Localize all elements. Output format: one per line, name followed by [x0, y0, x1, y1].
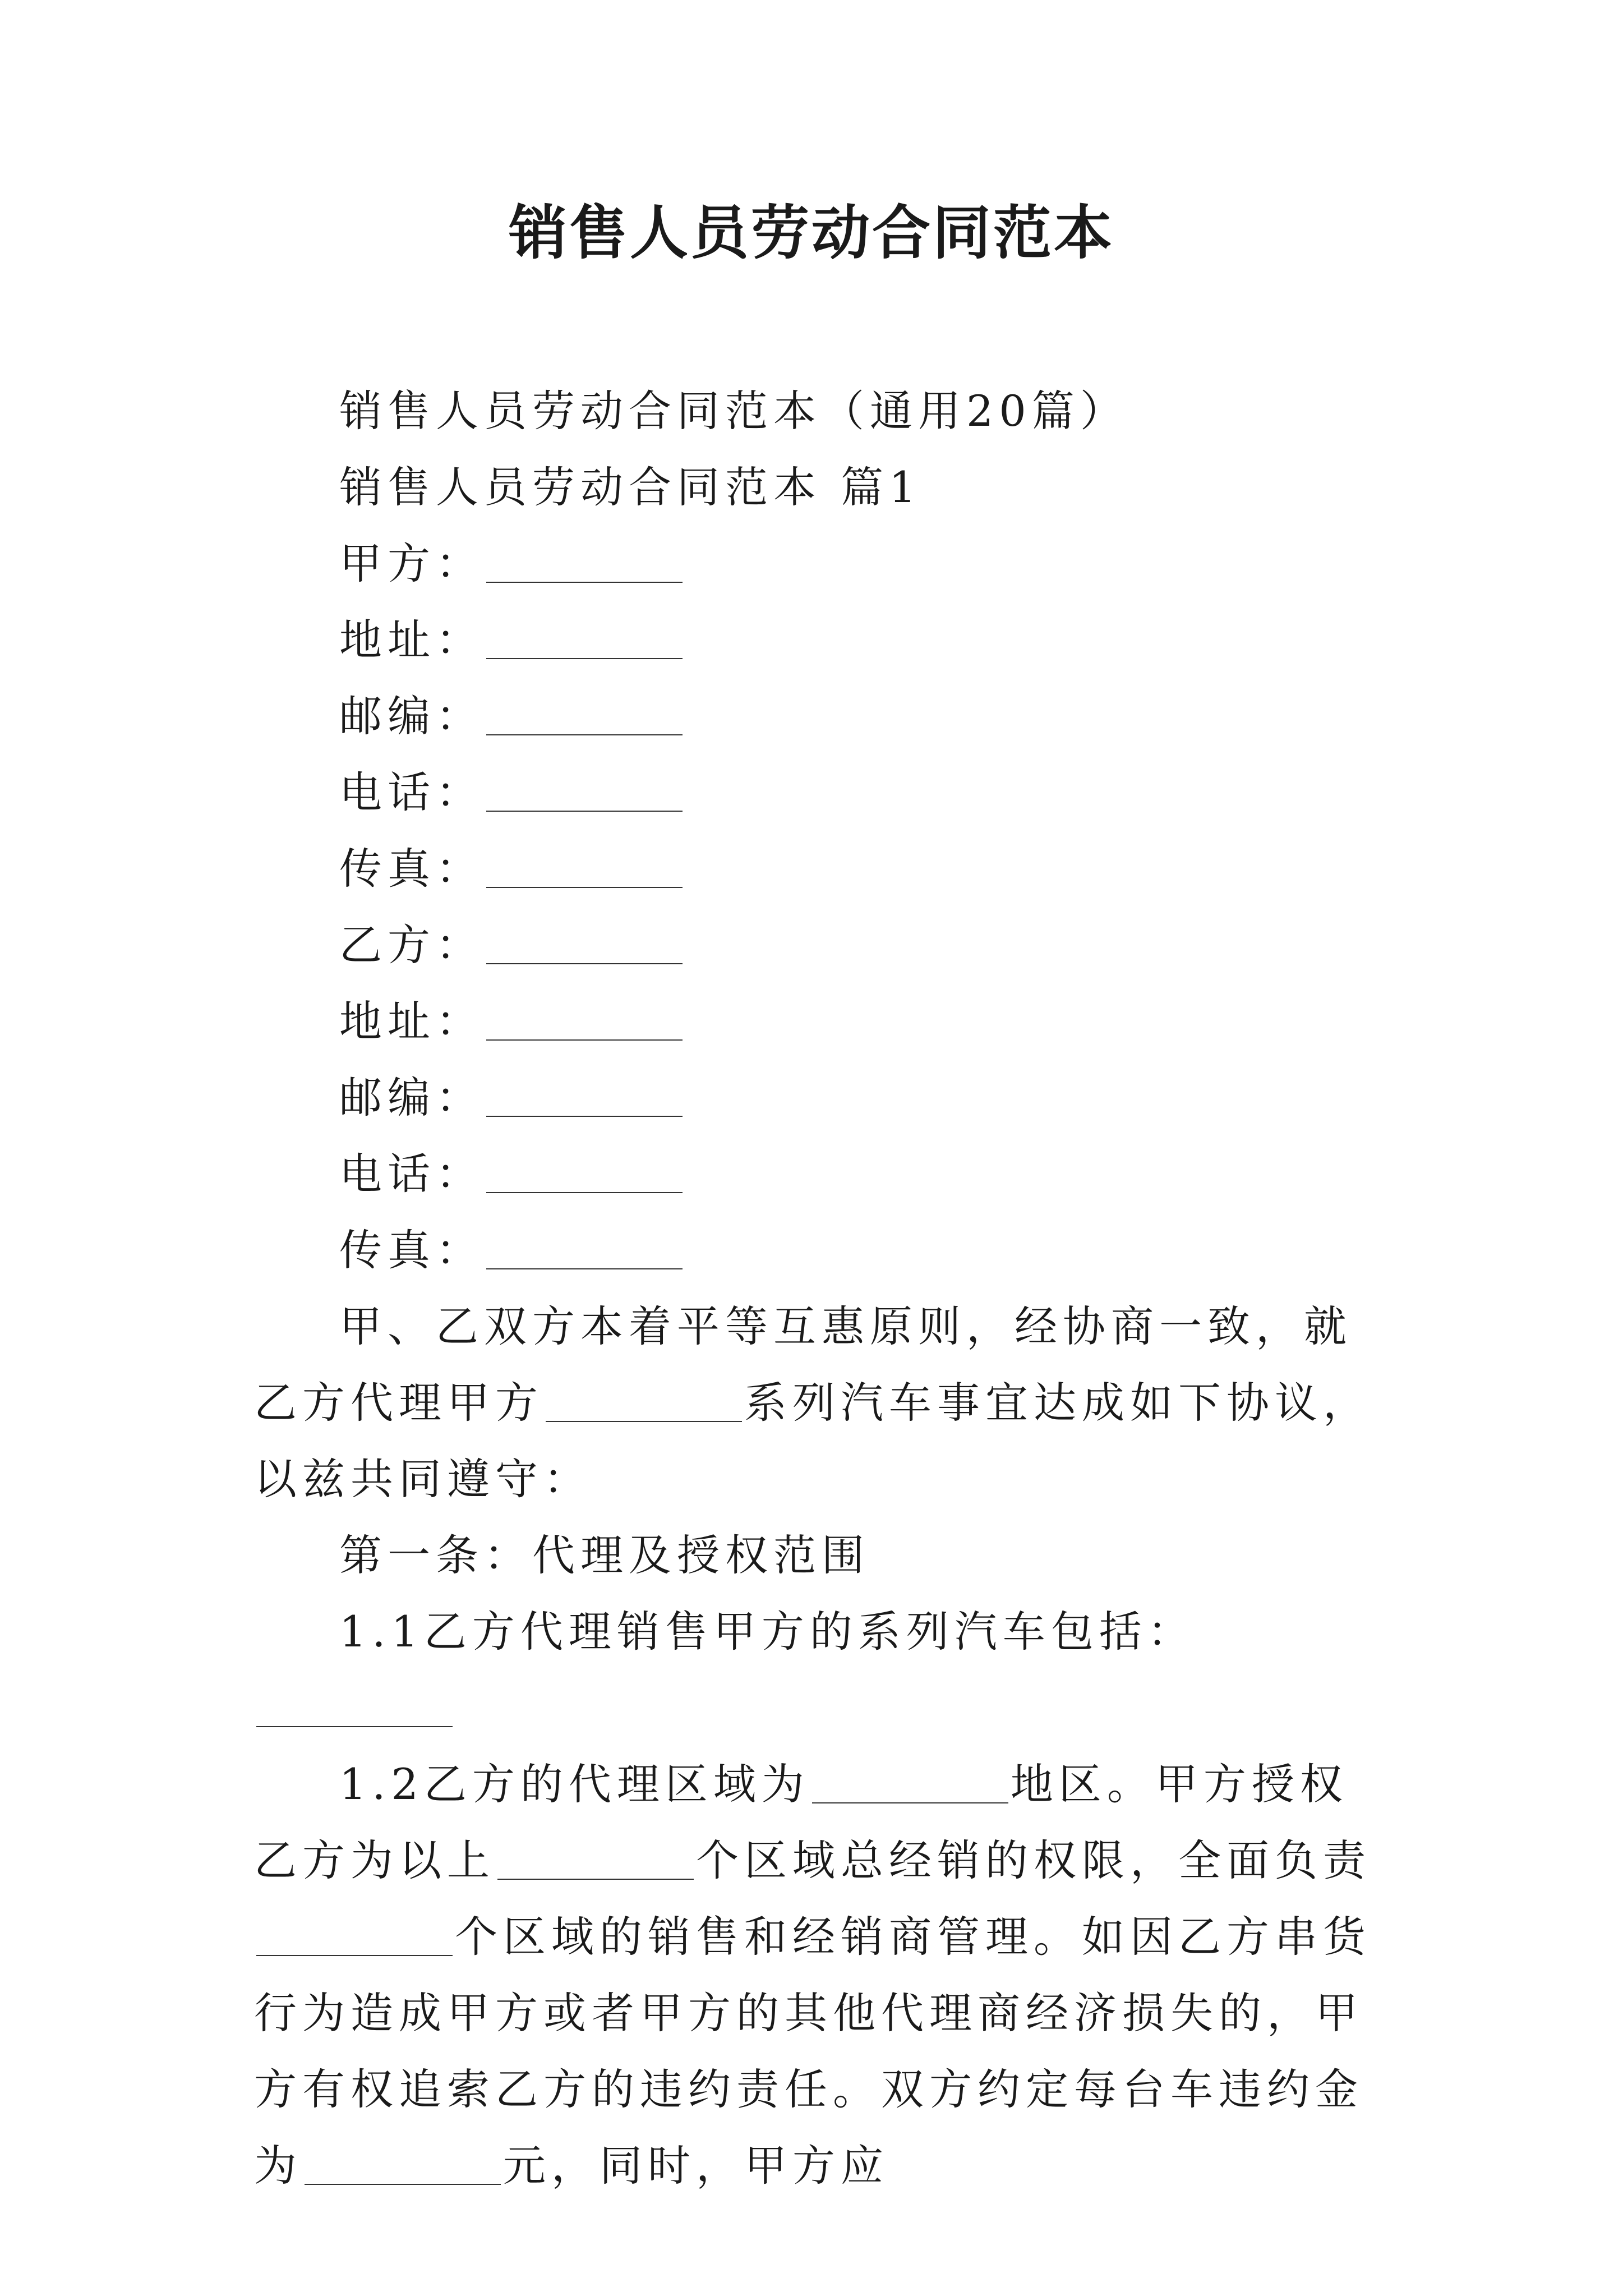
clause-1-2-text-4: 个区域的销售和经销商管理。如因乙方串货行为造成甲方或者甲方的其他代理商经济损失的，甲方有权追索乙方的违约责任。双方约定每台车违约金为: [254, 1912, 1371, 2191]
clause-1-2-text-5: 元，同时，甲方应: [503, 2141, 889, 2191]
party-b-phone-label: 电话：: [339, 1149, 484, 1199]
clause-1-2-text-2: 地区。甲方授权乙方为以上: [254, 1759, 1348, 1885]
party-a-name-field: [254, 526, 1381, 602]
clause-1-1: [254, 1594, 1381, 1746]
blank-line: [256, 1916, 453, 1956]
clause-1-2-text-3: 个区域总经销的权限，全面负责: [696, 1835, 1371, 1885]
party-a-phone-label: 电话：: [339, 767, 484, 817]
section-heading: 销售人员劳动合同范本 篇1: [339, 462, 922, 512]
blank-line: [256, 1687, 453, 1727]
party-b-name-field: [254, 907, 1381, 983]
blank-line: [486, 1229, 683, 1269]
preamble-text-1: 甲、乙双方本着平等互惠原则，经协商一致，就乙方代理甲方: [254, 1301, 1352, 1428]
blank-line: [497, 1839, 694, 1880]
party-a-phone-field: [254, 754, 1381, 831]
blank-line: [486, 1076, 683, 1117]
blank-line: [486, 848, 683, 888]
document-title: 销售人员劳动合同范本: [508, 198, 1114, 267]
blank-line: [812, 1763, 1008, 1803]
article-1-heading: 第一条：代理及授权范围: [339, 1530, 870, 1580]
party-b-address-label: 地址：: [339, 996, 484, 1046]
clause-1-2: [254, 1746, 1381, 2204]
party-a-address-label: 地址：: [339, 615, 484, 665]
document-body: [254, 373, 1381, 2204]
blank-line: [486, 542, 683, 583]
blank-line: [486, 771, 683, 812]
preamble-text-2: 系列汽车事宜达成如下协议，以兹共同遵守：: [254, 1378, 1371, 1504]
blank-line: [305, 2145, 501, 2185]
blank-line: [546, 1382, 742, 1422]
blank-line: [486, 695, 683, 735]
party-a-fax-field: [254, 831, 1381, 907]
blank-line: [486, 1000, 683, 1041]
party-a-address-field: [254, 602, 1381, 678]
party-b-label: 乙方：: [339, 920, 484, 970]
party-b-postcode-label: 邮编：: [339, 1073, 484, 1122]
clause-1-2-text-1: 1.2乙方的代理区域为: [339, 1759, 810, 1809]
document-subtitle: 销售人员劳动合同范本（通用20篇）: [339, 386, 1128, 436]
party-b-fax-label: 传真：: [339, 1225, 484, 1275]
blank-line: [486, 924, 683, 964]
party-b-phone-field: [254, 1136, 1381, 1212]
party-a-fax-label: 传真：: [339, 844, 484, 894]
party-b-address-field: [254, 983, 1381, 1060]
party-a-postcode-field: [254, 678, 1381, 754]
party-a-postcode-label: 邮编：: [339, 691, 484, 741]
blank-line: [486, 1153, 683, 1193]
party-b-fax-field: [254, 1212, 1381, 1289]
blank-line: [486, 619, 683, 659]
clause-1-1-text: 1.1乙方代理销售甲方的系列汽车包括：: [339, 1607, 1196, 1657]
party-b-postcode-field: [254, 1060, 1381, 1136]
party-a-label: 甲方：: [339, 539, 484, 588]
preamble-paragraph: [254, 1289, 1381, 1517]
